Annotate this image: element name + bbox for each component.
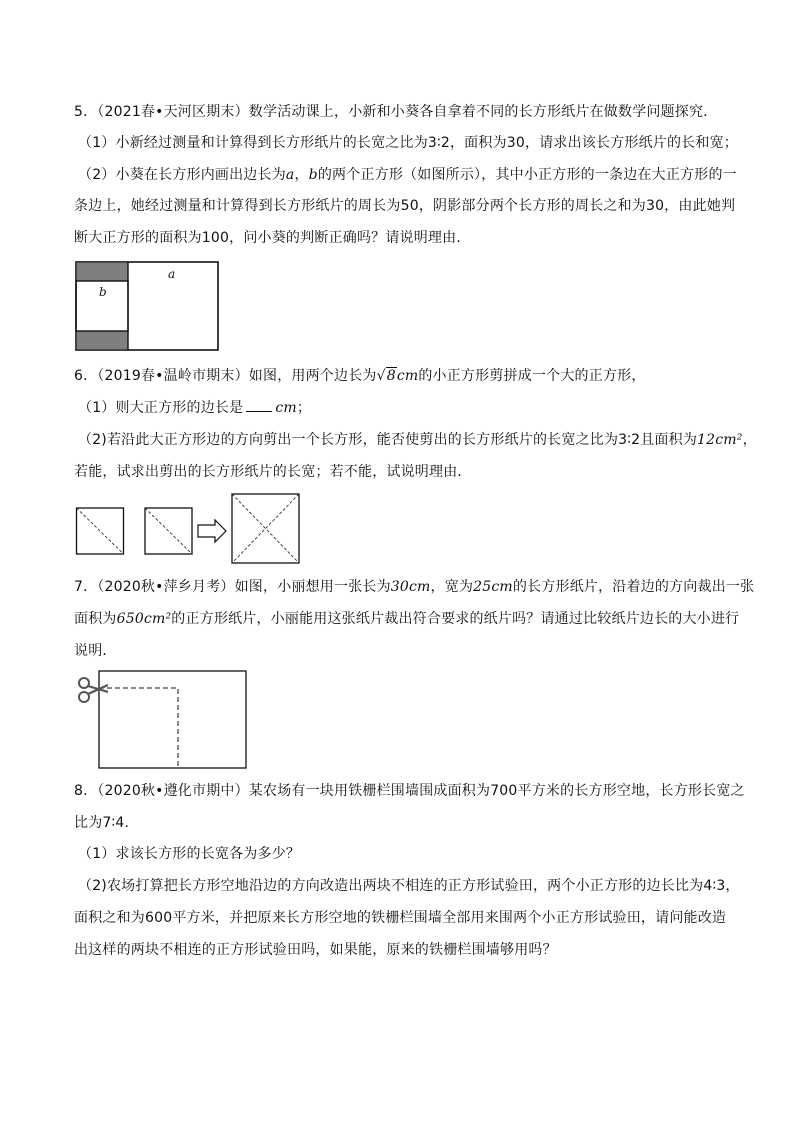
q5-shaded-top <box>76 262 128 281</box>
q8-stem-line1: 8．（2020秋•遵化市期中）某农场有一块用铁栅栏围墙围成面积为700平方米的长方形空地，长方形长宽之 <box>74 783 745 799</box>
q6-stem: 6．（2019春•温岭市期末）如图，用两个边长为√8cm的小正方形剪拼成一个大的正方形， <box>74 368 646 384</box>
q6-part1: （1）则大正方形的边长是 cm； <box>78 400 312 416</box>
q6-part2-line1: （2)若沿此大正方形边的方向剪出一个长方形，能否使剪出的长方形纸片的长宽之比为3∶2且面积为12cm²， <box>78 432 757 448</box>
q8-part2-line2: 面积之和为600平方米，并把原来长方形空地的铁栅栏围墙全部用来围两个小正方形试验田，请问能改造 <box>74 910 727 926</box>
q8-part2-line1: （2)农场打算把长方形空地沿边的方向改造出两块不相连的正方形试验田，两个小正方形的边长比为4∶3， <box>78 878 740 894</box>
q5-figure <box>74 260 224 356</box>
var-a: a <box>285 167 295 183</box>
q5-label-b: b <box>99 285 107 299</box>
q5-part2-line3: 断大正方形的面积为100，问小葵的判断正确吗？请说明理由． <box>74 230 471 246</box>
q5-part2-line2: 条边上，她经过测量和计算得到长方形纸片的周长为50，阴影部分两个长方形的周长之和为30，由此她判 <box>74 198 736 214</box>
q6-figure <box>76 493 316 565</box>
answer-blank <box>246 399 272 412</box>
q7-figure <box>74 670 250 770</box>
q8-part1: （1）求该长方形的长宽各为多少？ <box>78 846 301 862</box>
q6-part2-line2: 若能，试求出剪出的长方形纸片的长宽；若不能，试说明理由． <box>74 464 472 480</box>
q5-stem-line1: 5．（2021春•天河区期末）数学活动课上，小新和小葵各自拿着不同的长方形纸片在做数学问题探究． <box>74 104 718 120</box>
q7-stem-line3: 说明． <box>74 643 117 659</box>
sqrt-8: √8 <box>376 368 396 384</box>
var-b: b <box>308 167 318 183</box>
q7-stem-line1: 7．（2020秋•萍乡月考）如图，小丽想用一张长为30cm，宽为25cm的长方形纸片，沿着边的方向裁出一张 <box>74 579 755 595</box>
q8-stem-line2: 比为7∶4． <box>74 815 139 831</box>
q7-stem-line2: 面积为650cm²的正方形纸片，小丽能用这张纸片裁出符合要求的纸片吗？请通过比较纸片边长的大小进行 <box>74 611 740 627</box>
arrow-right-icon <box>198 520 226 542</box>
q7-cut-line <box>99 688 178 768</box>
q7-paper-rectangle <box>99 671 246 768</box>
q5-shaded-bottom <box>76 331 128 350</box>
q5-label-a: a <box>168 267 176 281</box>
q8-part2-line3: 出这样的两块不相连的正方形试验田吗，如果能，原来的铁栅栏围墙够用吗？ <box>74 942 557 958</box>
q5-part2-line1: （2）小葵在长方形内画出边长为a，b的两个正方形（如图所示），其中小正方形的一条边在大正方形的一 <box>78 167 737 183</box>
scissors-icon <box>79 678 108 702</box>
q5-part1: （1）小新经过测量和计算得到长方形纸片的长宽之比为3∶2，面积为30，请求出该长方形纸片的长和宽； <box>78 135 738 151</box>
